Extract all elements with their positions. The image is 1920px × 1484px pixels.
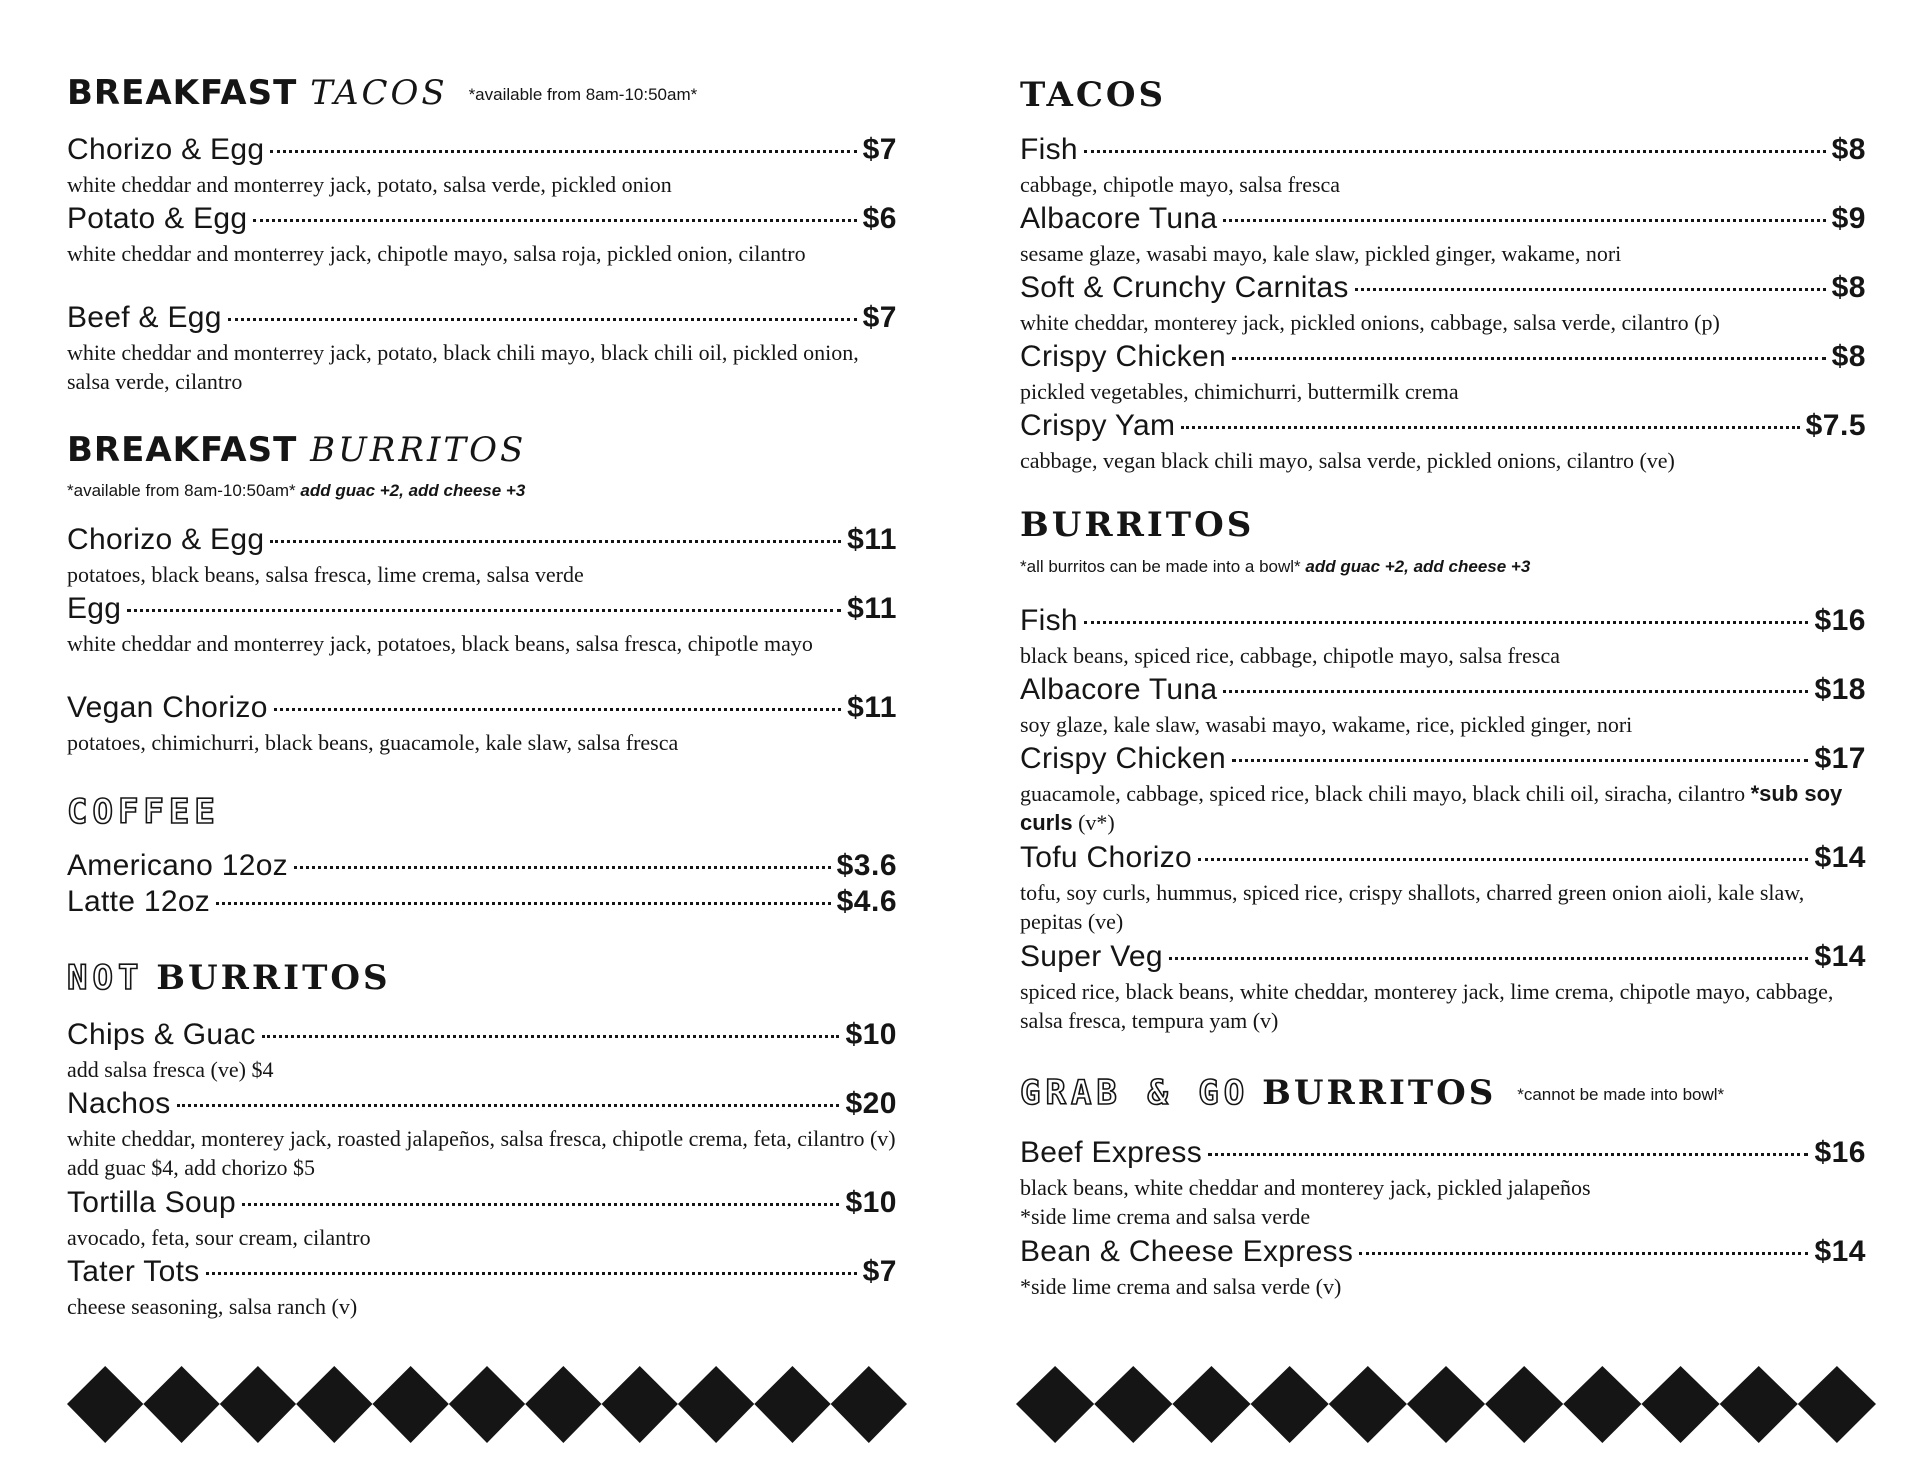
- item-description: white cheddar and monterrey jack, potato, black chili mayo, black chili oil, pickled onion, salsa verde, cilantro: [67, 340, 859, 394]
- item-description: cabbage, chipotle mayo, salsa fresca: [1020, 172, 1341, 197]
- grab-and-go-heading: [1020, 1073, 1724, 1115]
- section-note: [67, 480, 525, 502]
- item-description: white cheddar and monterrey jack, potato, salsa verde, pickled onion: [67, 172, 672, 197]
- menu-item: [67, 1185, 897, 1252]
- item-description: [1020, 779, 1866, 837]
- item-description: white cheddar and monterrey jack, potatoes, black beans, salsa fresca, chipotle mayo: [67, 631, 813, 656]
- diamond-shape: [1329, 1366, 1407, 1443]
- item-price: $4.6: [836, 885, 897, 918]
- item-description: white cheddar, monterey jack, roasted jalapeños, salsa fresca, chipotle crema, feta, cilantro (v) add guac $4, add chorizo $5: [67, 1126, 896, 1180]
- item-name: Albacore Tuna: [1020, 202, 1218, 235]
- item-name: Albacore Tuna: [1020, 673, 1218, 706]
- item-name: Fish: [1020, 604, 1078, 637]
- item-price: $14: [1814, 940, 1866, 973]
- heading-outline-text: GRAB & GO: [1020, 1073, 1250, 1113]
- item-description: add salsa fresca (ve) $4: [67, 1057, 274, 1082]
- menu-item: [67, 884, 897, 920]
- item-price: $7.5: [1805, 409, 1866, 442]
- dot-leader: [1181, 426, 1799, 429]
- availability-note: *available from 8am-10:50am*: [468, 84, 698, 104]
- item-price: $18: [1814, 673, 1866, 706]
- item-price: $11: [847, 592, 897, 625]
- item-description: pickled vegetables, chimichurri, buttermilk crema: [1020, 379, 1459, 404]
- diamond-shape: [678, 1366, 754, 1443]
- item-description: tofu, soy curls, hummus, spiced rice, crispy shallots, charred green onion aioli, kale slaw, pepitas (ve): [1020, 880, 1805, 934]
- item-name: Beef & Egg: [67, 301, 222, 334]
- item-name: Chorizo & Egg: [67, 133, 265, 166]
- menu-item: [67, 690, 897, 757]
- heading-text: BREAKFAST: [67, 430, 298, 470]
- diamond-shape: [220, 1366, 296, 1443]
- heading-text: BURRITOS: [1262, 1073, 1497, 1113]
- diamond-border-left: [67, 1365, 907, 1445]
- description-text: guacamole, cabbage, spiced rice, black chili mayo, black chili oil, siracha, cilantro: [1020, 781, 1746, 806]
- item-name: Nachos: [67, 1087, 171, 1120]
- dot-leader: [1355, 288, 1826, 291]
- menu-item: [67, 1086, 897, 1182]
- dot-leader: [1223, 219, 1825, 222]
- item-price: $9: [1831, 202, 1866, 235]
- menu-item: [67, 300, 897, 396]
- dot-leader: [206, 1272, 857, 1275]
- item-side-note: *side lime crema and salsa verde: [1020, 1204, 1311, 1229]
- section-note: [1020, 556, 1530, 578]
- menu-item: [1020, 270, 1866, 337]
- add-ons-note: add guac +2, add cheese +3: [1305, 557, 1531, 576]
- menu-item: [1020, 339, 1866, 406]
- item-description: soy glaze, kale slaw, wasabi mayo, wakame, rice, pickled ginger, nori: [1020, 712, 1633, 737]
- diamond-shape: [1641, 1366, 1719, 1443]
- not-burritos-heading: [67, 958, 391, 998]
- item-name: Tofu Chorizo: [1020, 841, 1193, 874]
- menu-item: [67, 201, 897, 268]
- item-description: white cheddar, monterey jack, pickled onions, cabbage, salsa verde, cilantro (p): [1020, 310, 1720, 335]
- bowl-note: *all burritos can be made into a bowl*: [1020, 557, 1301, 576]
- heading-styled-text: TACOS: [310, 73, 448, 113]
- item-name: Soft & Crunchy Carnitas: [1020, 271, 1349, 304]
- menu-item: [67, 132, 897, 199]
- diamond-shape: [1407, 1366, 1485, 1443]
- heading-text: BREAKFAST: [67, 73, 298, 113]
- diamond-shape: [1563, 1366, 1641, 1443]
- item-price: $7: [862, 1255, 897, 1288]
- menu-item: [1020, 840, 1866, 936]
- item-price: $17: [1814, 742, 1866, 775]
- menu-item: [1020, 408, 1866, 475]
- item-description: black beans, white cheddar and monterey jack, pickled jalapeños: [1020, 1175, 1591, 1200]
- dot-leader: [1169, 957, 1809, 960]
- diamond-shape: [831, 1366, 907, 1443]
- coffee-heading: [67, 792, 220, 832]
- diamond-shape: [754, 1366, 830, 1443]
- item-name: Beef Express: [1020, 1136, 1203, 1169]
- diamond-shape: [143, 1366, 219, 1443]
- dot-leader: [242, 1203, 839, 1206]
- heading-text: TACOS: [1020, 75, 1167, 115]
- dot-leader: [1208, 1153, 1808, 1156]
- dot-leader: [294, 866, 831, 869]
- item-description: potatoes, black beans, salsa fresca, lime crema, salsa verde: [67, 562, 584, 587]
- menu-item: [67, 1017, 897, 1084]
- diamond-shape: [1016, 1366, 1094, 1443]
- item-price: $14: [1814, 841, 1866, 874]
- diamond-shape: [1172, 1366, 1250, 1443]
- bowl-note: *cannot be made into bowl*: [1517, 1084, 1725, 1104]
- heading-text: BURRITOS: [1020, 505, 1255, 545]
- item-description: spiced rice, black beans, white cheddar, monterey jack, lime crema, chipotle mayo, cabbage, salsa fresca, tempura yam (v): [1020, 979, 1834, 1033]
- menu-item: [1020, 1135, 1866, 1231]
- menu-item: [1020, 603, 1866, 670]
- add-ons-note: add guac +2, add cheese +3: [300, 481, 526, 500]
- dot-leader: [177, 1104, 840, 1107]
- diamond-shape: [449, 1366, 525, 1443]
- item-price: $10: [845, 1186, 897, 1219]
- item-name: Bean & Cheese Express: [1020, 1235, 1354, 1268]
- menu-item: [1020, 1234, 1866, 1301]
- menu-item: [67, 522, 897, 589]
- item-price: $3.6: [836, 849, 897, 882]
- dot-leader: [1232, 357, 1826, 360]
- item-name: Tortilla Soup: [67, 1186, 236, 1219]
- diamond-shape: [67, 1366, 143, 1443]
- item-name: Egg: [67, 592, 122, 625]
- diamond-shape: [296, 1366, 372, 1443]
- item-price: $6: [862, 202, 897, 235]
- diamond-shape: [1798, 1366, 1876, 1443]
- tacos-heading: [1020, 75, 1166, 115]
- dot-leader: [1232, 759, 1809, 762]
- item-description: cheese seasoning, salsa ranch (v): [67, 1294, 358, 1319]
- diamond-border-right: [1016, 1365, 1876, 1445]
- menu-item: [1020, 939, 1866, 1035]
- item-description: avocado, feta, sour cream, cilantro: [67, 1225, 371, 1250]
- breakfast-tacos-heading: [67, 73, 697, 115]
- item-name: Crispy Chicken: [1020, 742, 1226, 775]
- item-description: cabbage, vegan black chili mayo, salsa verde, pickled onions, cilantro (ve): [1020, 448, 1675, 473]
- dot-leader: [1084, 621, 1809, 624]
- heading-text: COFFEE: [67, 792, 220, 832]
- item-description: sesame glaze, wasabi mayo, kale slaw, pickled ginger, wakame, nori: [1020, 241, 1622, 266]
- item-description: white cheddar and monterrey jack, chipotle mayo, salsa roja, pickled onion, cilantro: [67, 241, 806, 266]
- menu-item: [1020, 201, 1866, 268]
- diamond-shape: [372, 1366, 448, 1443]
- burritos-heading: [1020, 505, 1254, 545]
- menu-item: [1020, 672, 1866, 739]
- item-price: $8: [1831, 271, 1866, 304]
- item-name: Fish: [1020, 133, 1078, 166]
- item-price: $14: [1814, 1235, 1866, 1268]
- heading-styled-text: BURRITOS: [310, 430, 527, 470]
- item-price: $11: [847, 523, 897, 556]
- diamond-shape: [525, 1366, 601, 1443]
- item-description: *side lime crema and salsa verde (v): [1020, 1274, 1342, 1299]
- item-price: $7: [862, 301, 897, 334]
- item-name: Crispy Yam: [1020, 409, 1176, 442]
- diamond-shape: [1094, 1366, 1172, 1443]
- item-name: Vegan Chorizo: [67, 691, 268, 724]
- menu-item: [67, 848, 897, 884]
- dot-leader: [270, 540, 841, 543]
- menu-item: [1020, 132, 1866, 199]
- dot-leader: [228, 318, 857, 321]
- substitution-note: *sub soy curls: [1020, 781, 1843, 835]
- item-name: Tater Tots: [67, 1255, 200, 1288]
- breakfast-burritos-heading: [67, 430, 526, 470]
- dot-leader: [274, 708, 841, 711]
- item-description: potatoes, chimichurri, black beans, guacamole, kale slaw, salsa fresca: [67, 730, 679, 755]
- item-name: Chorizo & Egg: [67, 523, 265, 556]
- dot-leader: [127, 609, 841, 612]
- item-price: $16: [1814, 604, 1866, 637]
- menu-item: [67, 1254, 897, 1321]
- dot-leader: [1223, 690, 1808, 693]
- item-price: $20: [845, 1087, 897, 1120]
- diet-tag: (v*): [1078, 810, 1115, 835]
- heading-text: BURRITOS: [156, 958, 391, 998]
- item-name: Crispy Chicken: [1020, 340, 1226, 373]
- item-price: $8: [1831, 340, 1866, 373]
- item-name: Americano 12oz: [67, 849, 288, 882]
- dot-leader: [270, 150, 856, 153]
- availability-note: *available from 8am-10:50am*: [67, 481, 296, 500]
- menu-item: [67, 591, 897, 658]
- item-name: Super Veg: [1020, 940, 1163, 973]
- dot-leader: [1084, 150, 1826, 153]
- dot-leader: [262, 1035, 840, 1038]
- item-price: $7: [862, 133, 897, 166]
- dot-leader: [1198, 858, 1808, 861]
- item-description: black beans, spiced rice, cabbage, chipotle mayo, salsa fresca: [1020, 643, 1560, 668]
- heading-outline-text: NOT: [67, 958, 144, 998]
- dot-leader: [1359, 1252, 1808, 1255]
- item-name: Latte 12oz: [67, 885, 211, 918]
- item-name: Chips & Guac: [67, 1018, 256, 1051]
- item-name: Potato & Egg: [67, 202, 248, 235]
- dot-leader: [216, 902, 830, 905]
- diamond-shape: [1720, 1366, 1798, 1443]
- menu-item: [1020, 741, 1866, 837]
- item-price: $8: [1831, 133, 1866, 166]
- diamond-shape: [1251, 1366, 1329, 1443]
- dot-leader: [253, 219, 856, 222]
- item-price: $11: [847, 691, 897, 724]
- item-price: $16: [1814, 1136, 1866, 1169]
- diamond-shape: [1485, 1366, 1563, 1443]
- item-price: $10: [845, 1018, 897, 1051]
- diamond-shape: [602, 1366, 678, 1443]
